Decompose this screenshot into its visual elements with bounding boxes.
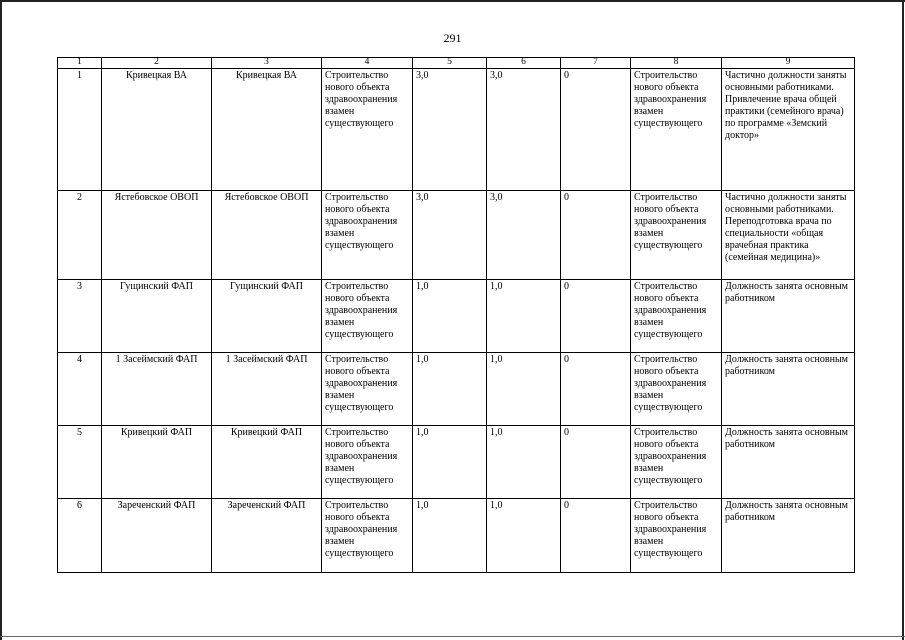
value-cell-6: 1,0 [487,280,561,353]
value-cell-7: 0 [561,191,631,280]
measure-cell: Строительство нового объекта здравоохранения взамен существующего [322,353,413,426]
measure-cell: Строительство нового объекта здравоохранения взамен существующего [322,499,413,573]
value-cell-7: 0 [561,353,631,426]
page-edge-bottom [0,636,905,637]
note-cell: Должность занята основным работником [722,499,855,573]
header-cell-1: 1 [58,58,102,69]
value-cell-6: 1,0 [487,426,561,499]
measure-cell-8: Строительство нового объекта здравоохранения взамен существующего [631,280,722,353]
row-number: 5 [58,426,102,499]
page-edge-top [0,0,905,2]
table-row [58,69,855,191]
facility-name: Кривецкий ФАП [102,426,212,499]
facility-name-2: Кривецкая ВА [212,69,322,191]
table-row [58,353,855,426]
header-cell-2: 2 [102,58,212,69]
value-cell-7: 0 [561,280,631,353]
value-cell-6: 1,0 [487,353,561,426]
measure-cell-8: Строительство нового объекта здравоохранения взамен существующего [631,69,722,191]
table-row [58,426,855,499]
facility-name: 1 Засеймский ФАП [102,353,212,426]
value-cell-6: 3,0 [487,69,561,191]
facility-name-2: Кривецкий ФАП [212,426,322,499]
measure-cell-8: Строительство нового объекта здравоохранения взамен существующего [631,499,722,573]
facility-name: Зареченский ФАП [102,499,212,573]
header-cell-4: 4 [322,58,413,69]
page-edge-left [0,0,2,640]
facility-name: Ястебовское ОВОП [102,191,212,280]
facility-name: Кривецкая ВА [102,69,212,191]
facility-name-2: Гущинский ФАП [212,280,322,353]
data-table [57,57,855,573]
measure-cell: Строительство нового объекта здравоохранения взамен существующего [322,426,413,499]
note-cell: Должность занята основным работником [722,280,855,353]
note-cell: Должность занята основным работником [722,426,855,499]
note-cell: Частично должности заняты основными работниками. Привлечение врача общей практики (семейного врача) по программе «Земский доктор» [722,69,855,191]
header-cell-9: 9 [722,58,855,69]
value-cell-5: 3,0 [413,191,487,280]
facility-name-2: Ястебовское ОВОП [212,191,322,280]
page-edge-right [902,0,904,640]
value-cell-7: 0 [561,69,631,191]
row-number: 1 [58,69,102,191]
table-row [58,191,855,280]
value-cell-5: 1,0 [413,353,487,426]
measure-cell: Строительство нового объекта здравоохранения взамен существующего [322,69,413,191]
value-cell-6: 3,0 [487,191,561,280]
value-cell-7: 0 [561,499,631,573]
table-row [58,499,855,573]
measure-cell-8: Строительство нового объекта здравоохранения взамен существующего [631,353,722,426]
facility-name-2: Зареченский ФАП [212,499,322,573]
header-cell-8: 8 [631,58,722,69]
measure-cell: Строительство нового объекта здравоохранения взамен существующего [322,191,413,280]
row-number: 6 [58,499,102,573]
table-row [58,280,855,353]
header-cell-3: 3 [212,58,322,69]
facility-name: Гущинский ФАП [102,280,212,353]
value-cell-5: 1,0 [413,280,487,353]
header-row [58,58,855,69]
value-cell-7: 0 [561,426,631,499]
page-number: 291 [443,31,462,45]
value-cell-5: 1,0 [413,426,487,499]
row-number: 4 [58,353,102,426]
row-number: 2 [58,191,102,280]
measure-cell: Строительство нового объекта здравоохранения взамен существующего [322,280,413,353]
header-cell-7: 7 [561,58,631,69]
measure-cell-8: Строительство нового объекта здравоохранения взамен существующего [631,426,722,499]
measure-cell-8: Строительство нового объекта здравоохранения взамен существующего [631,191,722,280]
value-cell-5: 1,0 [413,499,487,573]
note-cell: Должность занята основным работником [722,353,855,426]
row-number: 3 [58,280,102,353]
value-cell-6: 1,0 [487,499,561,573]
header-cell-6: 6 [487,58,561,69]
facility-name-2: 1 Засеймский ФАП [212,353,322,426]
value-cell-5: 3,0 [413,69,487,191]
note-cell: Частично должности заняты основными работниками. Переподготовка врача по специальности «общая врачебная практика (семейная медицина)» [722,191,855,280]
header-cell-5: 5 [413,58,487,69]
